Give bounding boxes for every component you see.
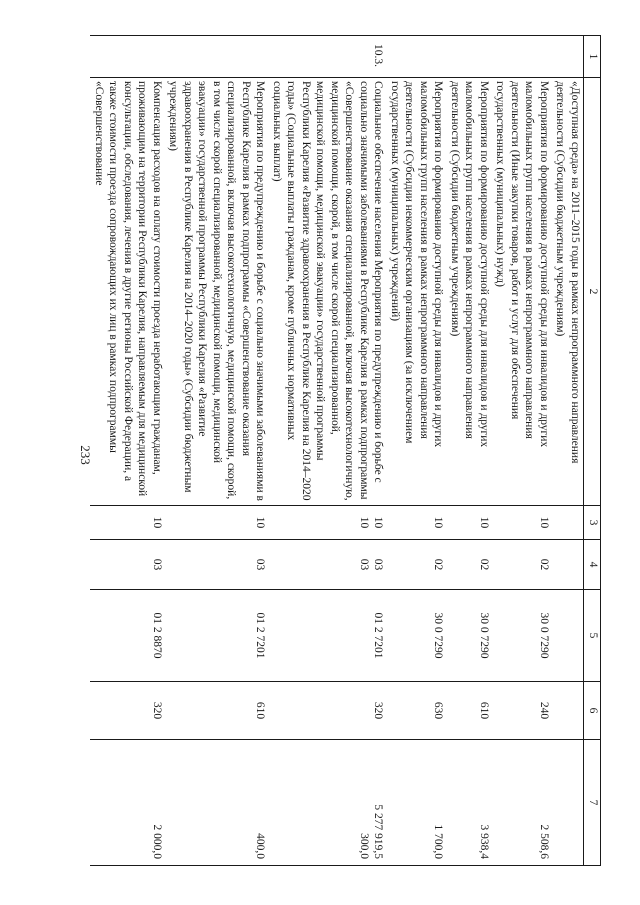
expense-type-cell: 240	[492, 682, 552, 740]
expense-type-cell	[552, 682, 584, 740]
row-number-cell	[165, 36, 269, 78]
section-code-cell	[269, 506, 387, 540]
col-header-4: 4	[584, 540, 601, 590]
header-row	[584, 36, 601, 866]
description-cell: Мероприятия по предупреждению и борьбе с социально значимыми заболеваниями в Республике Карелия в рамках подпрограммы «Совершенствование оказания специализированной, включая высокотехнологичную, медицинской помощи, скорой, в том числе скорой специализированной, медицинской помощи, медицинской эвакуации» государственной программы Республики Карелия «Развитие здравоохранения в Республике Карелия на 2014–2020 годы» (Субсидии бюджетным учреждениям)	[165, 78, 269, 506]
description-cell: Мероприятия по формированию доступной среды для инвалидов и других маломобильных групп населения в рамках непрограммного направления деятельности (Иные закупки товаров, работ и услуг для обеспечения государственных (муниципальных) нужд)	[492, 78, 552, 506]
subsection-code-cell	[387, 540, 447, 590]
section-code-cell	[165, 506, 269, 540]
target-article-cell: 30 0 7290	[387, 590, 447, 682]
budget-table	[91, 35, 602, 866]
section-code: 10	[538, 516, 550, 529]
table-row	[269, 36, 387, 866]
row-number-cell	[552, 36, 584, 78]
subsection-code-cell	[492, 540, 552, 590]
subsection-code: 03	[254, 558, 267, 571]
section-code: 10	[254, 516, 267, 529]
col-header-2: 2	[584, 78, 601, 506]
subsection-code: 02	[432, 558, 445, 571]
section-code-cell	[91, 506, 166, 540]
target-article-cell	[552, 590, 584, 682]
col-header-7: 7	[584, 740, 601, 866]
expense-type-cell: 610	[447, 682, 493, 740]
amount-cell	[492, 740, 552, 866]
subsection-code-cell	[447, 540, 493, 590]
subsection-code-cell	[269, 540, 387, 590]
section-code-cell	[447, 506, 493, 540]
target-article-cell: 30 0 7290	[492, 590, 552, 682]
target-article-cell: 01 2 7201	[165, 590, 269, 682]
description-cell: Компенсация расходов на оплату стоимости проезда неработающим гражданам, проживающим на территории Республики Карелия, направляемым для медицинской консультации, обследования, лечения в другие регионы Российской Федерации, а также стоимости проезда сопровождающих их лиц в рамках подпрограммы «Совершенствование	[91, 78, 166, 506]
subsection-code: 03	[358, 558, 370, 571]
description-cell: Мероприятия по формированию доступной среды для инвалидов и других маломобильных групп населения в рамках непрограммного направления деятельности (Субсидии бюджетным учреждениям)	[447, 78, 493, 506]
table-row	[387, 36, 447, 866]
subsection-code: 02	[538, 558, 550, 571]
table-row	[492, 36, 552, 866]
section-code-cell	[387, 506, 447, 540]
amount-cell	[269, 740, 387, 866]
row-number-cell	[387, 36, 447, 78]
col-header-5: 5	[584, 590, 601, 682]
table-row	[91, 36, 166, 866]
expense-type-cell: 320	[269, 682, 387, 740]
amount-cell	[91, 740, 166, 866]
subsection-code: 02	[478, 558, 490, 571]
amount-value: 400,0	[254, 833, 267, 859]
table-row	[447, 36, 493, 866]
page-number: 233	[78, 445, 93, 465]
target-article-cell: 30 0 7290	[447, 590, 493, 682]
amount-value: 3 938,4	[478, 824, 490, 859]
subsection-code-cell	[91, 540, 166, 590]
amount-value: 1 700,0	[432, 824, 445, 859]
expense-type-cell: 610	[165, 682, 269, 740]
row-number-cell	[492, 36, 552, 78]
amount-cell	[387, 740, 447, 866]
section-code: 10	[478, 516, 490, 529]
amount-value: 2 000,0	[151, 824, 163, 859]
description-cell: Социальное обеспечение населения Мероприятия по предупреждению и борьбе с социально значимыми заболеваниями в Республике Карелия в рамках подпрограммы «Совершенствование оказания специализированной, включая высокотехнологичную, медицинской помощи, скорой, в том числе скорой специализированной, медицинской помощи, медицинской эвакуации» государственной программы Республики Карелия «Развитие здравоохранения в Республике Карелия на 2014–2020 годы» (Социальные выплаты гражданам, кроме публичных нормативных социальных выплат)	[269, 78, 387, 506]
amount-value: 300,0	[358, 833, 370, 859]
expense-type-cell: 630	[387, 682, 447, 740]
section-code: 10	[372, 516, 385, 529]
section-code: 10	[432, 516, 445, 529]
row-number-cell: 10.3.	[269, 36, 387, 78]
amount-cell	[165, 740, 269, 866]
budget-table-rotated	[93, 35, 601, 865]
col-header-3: 3	[584, 506, 601, 540]
description-cell: Мероприятия по формированию доступной среды для инвалидов и других маломобильных групп населения в рамках непрограммного направления деятельности (Субсидии некоммерческим организациям (за исключением государственных (муниципальных) учреждений)	[387, 78, 447, 506]
subsection-code: 03	[372, 558, 385, 571]
table-row	[165, 36, 269, 866]
section-code: 10	[151, 516, 163, 529]
description-cell: «Доступная среда» на 2011–2015 годы в рамках непрограммного направления деятельности (Субсидии бюджетным учреждениям)	[552, 78, 584, 506]
amount-cell	[447, 740, 493, 866]
amount-value: 2 508,6	[538, 824, 550, 859]
expense-type-cell: 320	[91, 682, 166, 740]
table-body	[91, 36, 584, 866]
row-number-cell	[91, 36, 166, 78]
target-article-cell: 01 2 7201	[269, 590, 387, 682]
section-code-cell	[492, 506, 552, 540]
subsection-code-cell	[552, 540, 584, 590]
amount-value: 5 277 919,5	[372, 804, 385, 859]
amount-cell	[552, 740, 584, 866]
section-code: 10	[358, 516, 370, 529]
col-header-1: 1	[584, 36, 601, 78]
col-header-6: 6	[584, 682, 601, 740]
subsection-code-cell	[165, 540, 269, 590]
target-article-cell: 01 2 8870	[91, 590, 166, 682]
row-number-cell	[447, 36, 493, 78]
subsection-code: 03	[151, 558, 163, 571]
table-row	[552, 36, 584, 866]
section-code-cell	[552, 506, 584, 540]
